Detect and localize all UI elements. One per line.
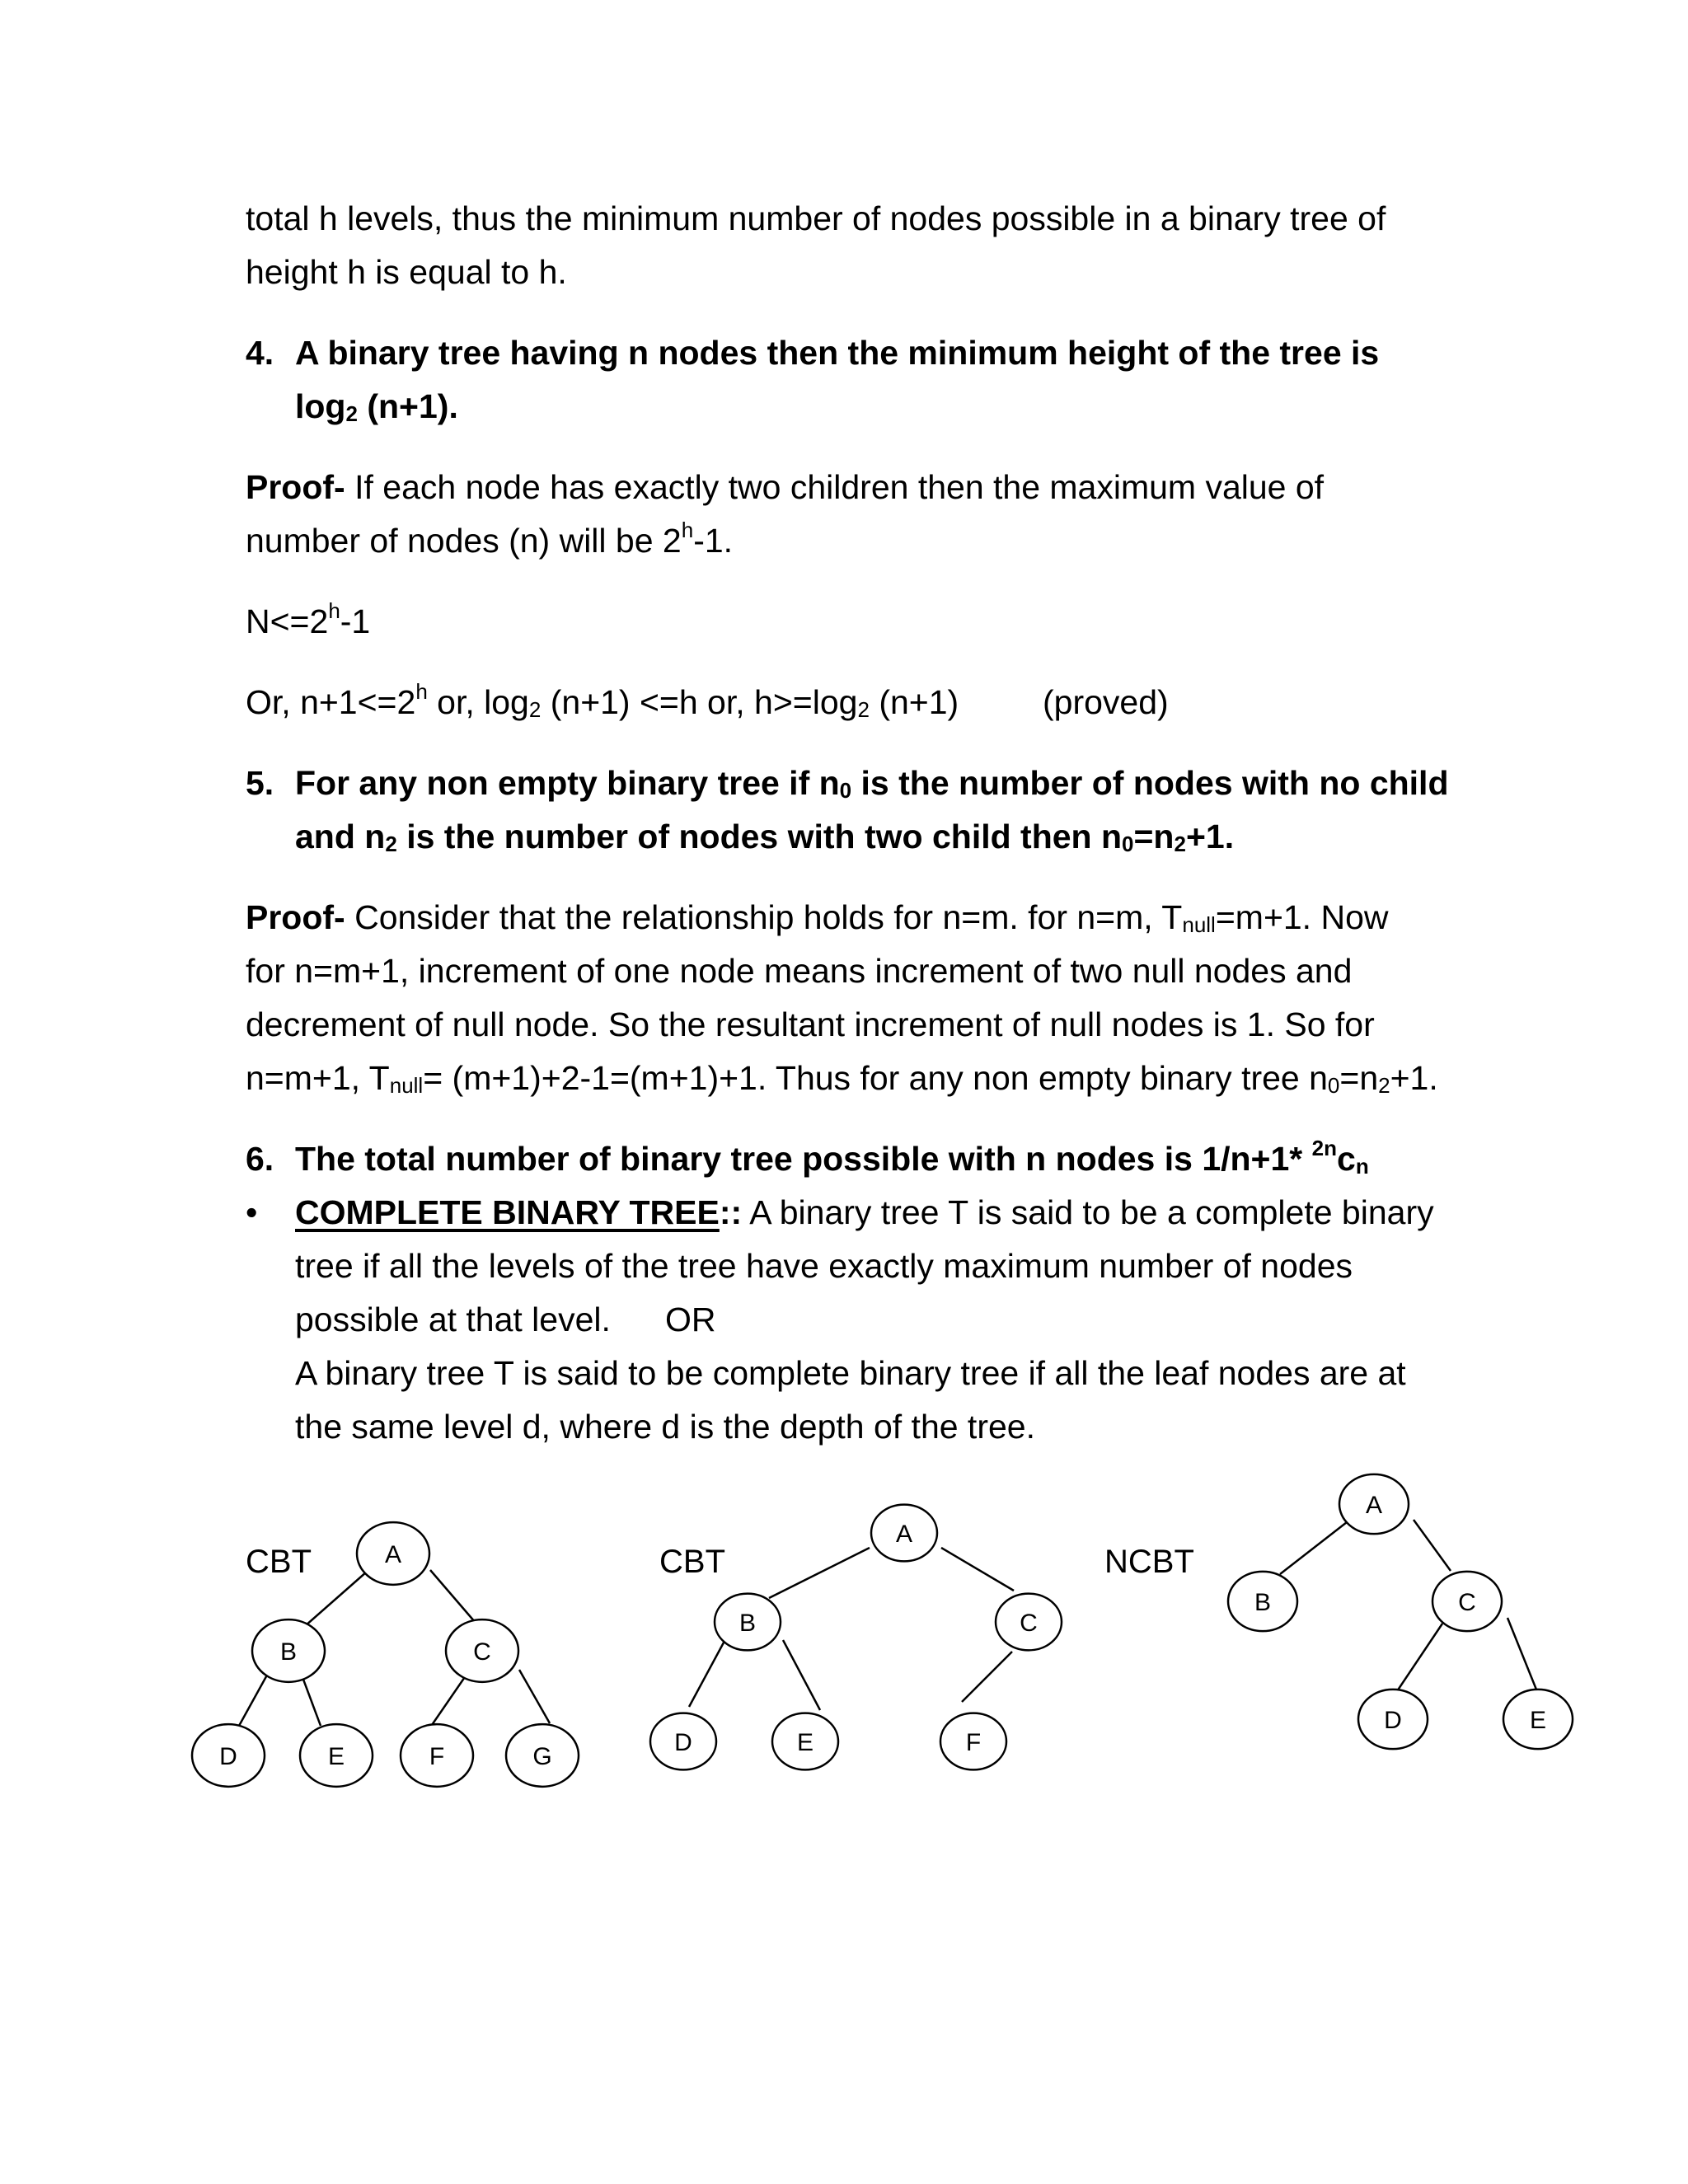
svg-text:B: B [279,1638,298,1666]
tree-3-node-c [1432,1572,1502,1631]
point-4-number: 4. [246,334,274,372]
cbt-definition-line-3: possible at that level. [295,1301,611,1338]
svg-text:D: D [1384,1707,1402,1734]
point-4-heading: 4. A binary tree having n nodes then the minimum height of the tree is [246,334,1380,372]
inequality-2: Or, $n+1<=2^h$ or, $\log_2 (n+1) <=h$ or, $h>=\log_2$ (n+1) [246,679,959,722]
svg-text:C: C [473,1638,491,1666]
proved-label: (proved) [1043,683,1169,721]
tree-3-node-b [1228,1572,1297,1631]
svg-text:D: D [219,1743,237,1770]
tree-3-node-a [1339,1474,1409,1534]
svg-text:B: B [1254,1589,1272,1616]
tree-2-node-c [996,1594,1062,1651]
proof-5-line-1: Proof- Consider that the relationship holds for n=m. for n=m, $T_{null}=m+1$. Now [246,898,1389,937]
or-label: OR [665,1301,716,1338]
cbt-definition-line-4: A binary tree T is said to be complete binary tree if all the leaf nodes are at [295,1354,1406,1392]
cbt-definition-line-5: the same level d, where d is the depth of the tree. [295,1408,1035,1446]
proof-4-line-2: number of nodes (n) will be 2$^h$-1. [246,518,734,560]
cbt-title: COMPLETE BINARY TREE [295,1193,720,1231]
tree-2-node-e [772,1713,838,1770]
tree-1-node-e [300,1724,373,1787]
svg-text:E: E [327,1743,345,1770]
bullet-icon: • [246,1193,258,1231]
svg-text:C: C [1458,1589,1476,1616]
svg-text:A: A [895,1521,913,1548]
svg-text:E: E [1529,1707,1547,1734]
svg-text:B: B [738,1610,757,1637]
svg-text:G: G [532,1743,552,1770]
tree-2-node-f [940,1713,1006,1770]
tree-1-node-f [401,1724,473,1787]
tree-3-node-d [1358,1690,1428,1749]
tree-1-node-d [192,1724,265,1787]
svg-text:F: F [965,1729,982,1756]
cbt-definition-line-1: COMPLETE BINARY TREE:: A binary tree T is said to be a complete binary [295,1193,1434,1231]
tree-2-node-a [871,1505,937,1562]
tree-2-label: CBT [659,1544,725,1580]
tree-1-node-c [446,1619,518,1682]
proof-label: Proof- [246,468,345,506]
svg-text:F: F [429,1743,445,1770]
tree-1-node-g [506,1724,579,1787]
point-4-formula: $\log_2 (n+1)$. [295,387,458,426]
proof-5-line-3: decrement of null node. So the resultant increment of null nodes is 1. So for [246,1005,1375,1043]
svg-text:D: D [674,1729,692,1756]
intro-line-2: height h is equal to h. [246,253,567,291]
tree-2-node-d [650,1713,716,1770]
point-6-heading: 6. The total number of binary tree possible with n nodes is 1/n+1* $^{2n}c_n$ [246,1136,1369,1179]
point-5-heading-line-2: and $n_2$ is the number of nodes with two child then $n_0=n_2+1$. [295,818,1235,856]
svg-text:A: A [384,1541,402,1568]
inequality-1: $N<=2^h-1$ [246,598,371,640]
cbt-definition-line-2: tree if all the levels of the tree have exactly maximum number of nodes [295,1247,1353,1285]
svg-text:A: A [1365,1492,1383,1519]
tree-1-label: CBT [246,1544,312,1580]
proof-5-line-2: for n=m+1, increment of one node means increment of two null nodes and [246,952,1353,990]
proof-4-line-1: Proof- If each node has exactly two children then the maximum value of [246,468,1325,506]
tree-3-label: NCBT [1104,1544,1194,1580]
svg-text:C: C [1020,1610,1038,1637]
point-5-heading: 5. For any non empty binary tree if $n_0$ is the number of nodes with no child [246,764,1449,803]
proof-5-line-4: n=m+1, $T_{null}= (m+1)+2-1=(m+1)+1$. Thus for any non empty binary tree $n_0=n_2+1$. [246,1059,1438,1098]
intro-line-1: total h levels, thus the minimum number of nodes possible in a binary tree of [246,199,1386,237]
tree-1-node-a [357,1522,429,1585]
tree-1-node-b [252,1619,325,1682]
svg-text:E: E [796,1729,814,1756]
tree-2-node-b [715,1594,781,1651]
tree-3-node-e [1503,1690,1573,1749]
